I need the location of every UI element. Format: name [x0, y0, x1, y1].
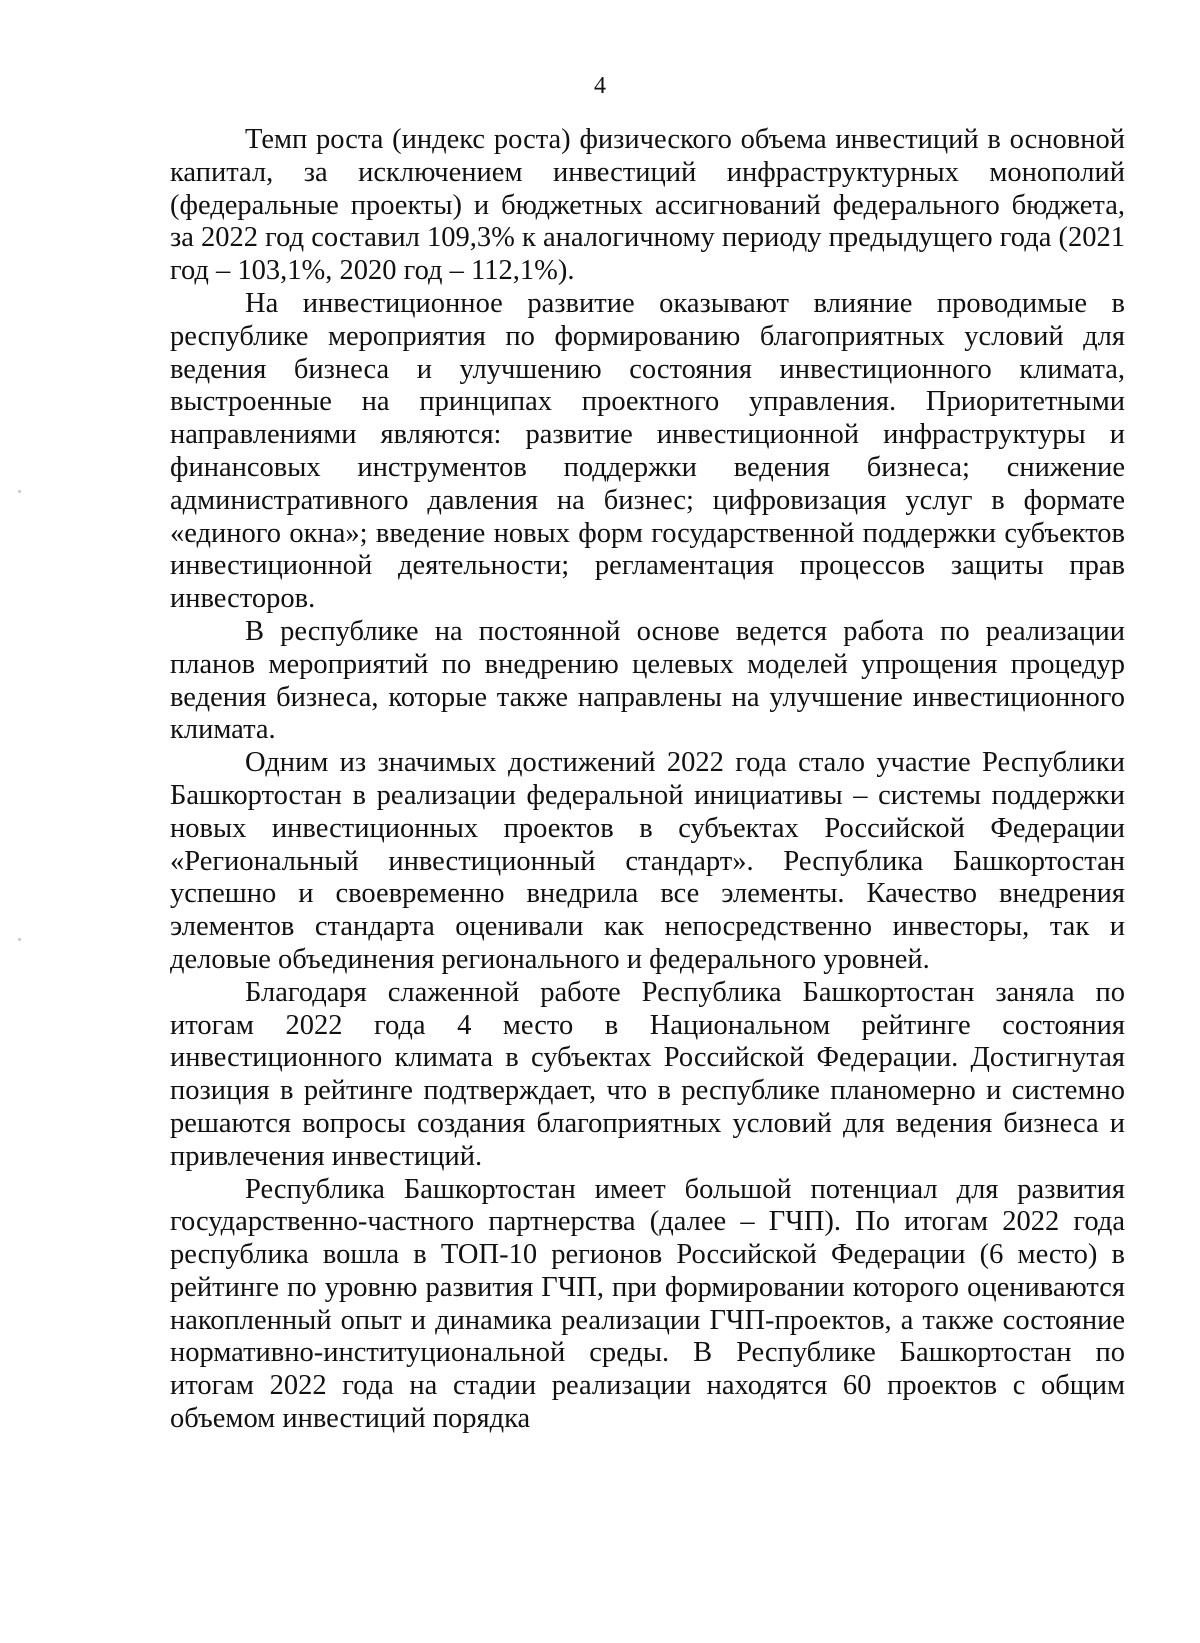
paragraph-target-models: В республике на постоянной основе ведется работа по реализации планов мероприятий по внедрению целевых моделей упрощения процедур ведения бизнеса, которые также направлены на улучшение инвестиционного климата. [170, 615, 1125, 746]
scan-margin-mark [18, 490, 21, 493]
document-body [170, 124, 1125, 1436]
scan-margin-mark [18, 938, 21, 941]
paragraph-investment-development: На инвестиционное развитие оказывают влияние проводимые в республике мероприятия по формированию благоприятных условий для ведения бизнеса и улучшению состояния инвестиционного климата, выстроенные на принципах проектного управления. Приоритетными направлениями являются: развитие инвестиционной инфраструктуры и финансовых инструментов поддержки ведения бизнеса; снижение административного давления на бизнес; цифровизация услуг в формате «единого окна»; введение новых форм государственной поддержки субъектов инвестиционной деятельности; регламентация процессов защиты прав инвесторов. [170, 287, 1125, 615]
paragraph-regional-standard: Одним из значимых достижений 2022 года стало участие Республики Башкортостан в реализации федеральной инициативы – системы поддержки новых инвестиционных проектов в субъектах Российской Федерации «Региональный инвестиционный стандарт». Республика Башкортостан успешно и своевременно внедрила все элементы. Качество внедрения элементов стандарта оценивали как непосредственно инвесторы, так и деловые объединения регионального и федерального уровней. [170, 747, 1125, 975]
page-number: 4 [594, 73, 606, 99]
paragraph-national-rating: Благодаря слаженной работе Республика Башкортостан заняла по итогам 2022 года 4 место в Национальном рейтинге состояния инвестиционного климата в субъектах Российской Федерации. Достигнутая позиция в рейтинге подтверждает, что в республике планомерно и системно решаются вопросы создания благоприятных условий для ведения бизнеса и привлечения инвестиций. [170, 976, 1125, 1172]
paragraph-public-private-partnership: Республика Башкортостан имеет большой потенциал для развития государственно-частного партнерства (далее – ГЧП). По итогам 2022 года республика вошла в ТОП-10 регионов Российской Федерации (6 место) в рейтинге по уровню развития ГЧП, при формировании которого оцениваются накопленный опыт и динамика реализации ГЧП-проектов, а также состояние нормативно-институциональной среды. В Республике Башкортостан по итогам 2022 года на стадии реализации находятся 60 проектов с общим объемом инвестиций порядка [170, 1173, 1125, 1435]
paragraph-investment-growth: Темп роста (индекс роста) физического объема инвестиций в основной капитал, за исключением инвестиций инфраструктурных монополий (федеральные проекты) и бюджетных ассигнований федерального бюджета, за 2022 год составил 109,3% к аналогичному периоду предыдущего года (2021 год – 103,1%, 2020 год – 112,1%). [170, 124, 1125, 287]
